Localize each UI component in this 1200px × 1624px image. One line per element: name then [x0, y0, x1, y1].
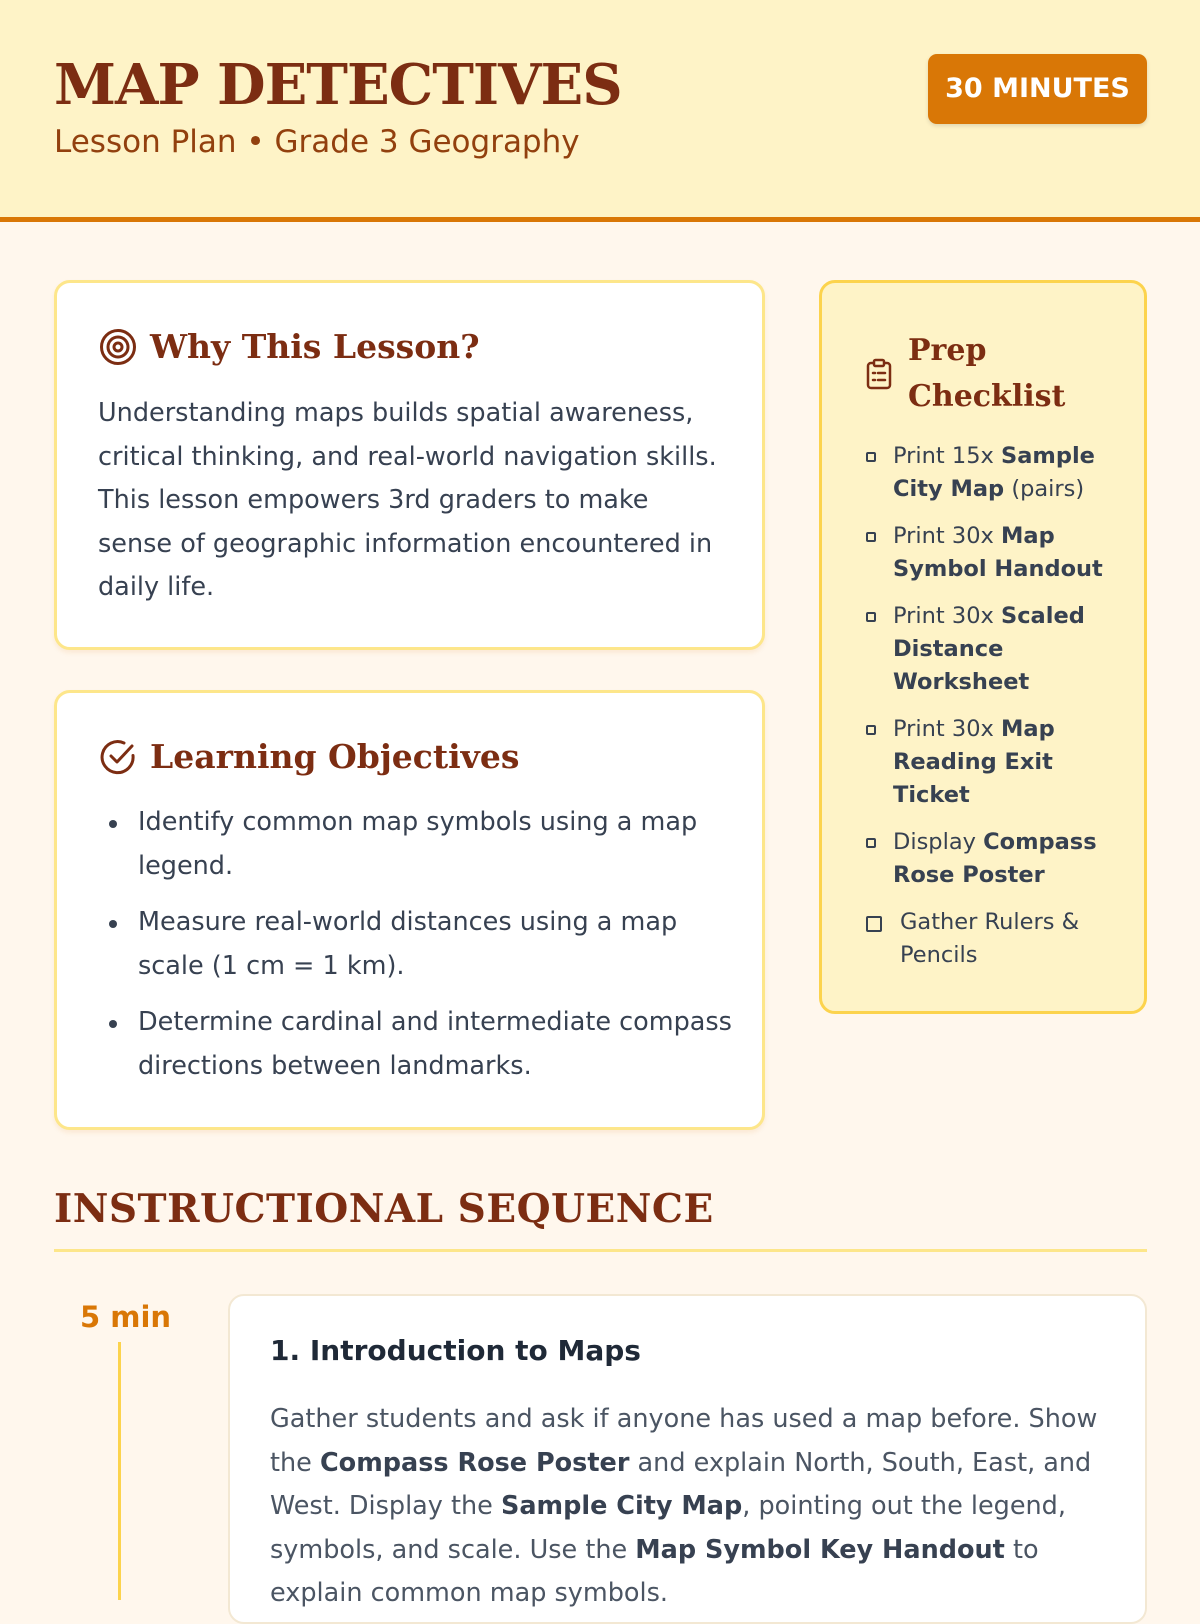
section-title: INSTRUCTIONAL SEQUENCE [54, 1186, 714, 1232]
checklist-item[interactable]: Print 15x Sample City Map (pairs) [866, 440, 1106, 506]
checklist-item[interactable]: Gather Rulers & Pencils [866, 906, 1106, 972]
page-title: MAP DETECTIVES [54, 52, 622, 118]
checkbox-icon[interactable] [866, 916, 882, 932]
checklist-item[interactable]: Print 30x Scaled Distance Worksheet [866, 600, 1106, 699]
step-description: Gather students and ask if anyone has used a map before. Show the Compass Rose Poster and explain North, South, East, and West. Display the Sample City Map, pointing out the legend, symbols, and scale. Use the Map Symbol Key Handout to explain common map symbols. [270, 1404, 1098, 1608]
list-item: Identify common map symbols using a map legend. [98, 801, 738, 888]
checklist-item[interactable]: Print 30x Map Symbol Handout [866, 520, 1106, 586]
clipboard-icon [866, 358, 892, 390]
page-header [0, 0, 1200, 222]
checkbox-icon[interactable] [866, 452, 876, 462]
step-title: 1. Introduction to Maps [270, 1334, 641, 1367]
why-lesson-title: Why This Lesson? [150, 327, 480, 366]
prep-checklist-title: Prep Checklist [908, 333, 1066, 414]
step-card [228, 1294, 1147, 1624]
prep-checklist-card [819, 280, 1147, 1014]
checklist-item[interactable]: Display Compass Rose Poster [866, 826, 1106, 892]
target-icon [99, 328, 137, 366]
step-time-label: 5 min [80, 1300, 172, 1334]
list-item: Determine cardinal and intermediate compass directions between landmarks. [98, 1001, 738, 1088]
objectives-card [54, 690, 765, 1130]
timeline-line [118, 1342, 121, 1600]
checklist-item[interactable]: Print 30x Map Reading Exit Ticket [866, 713, 1106, 812]
checkbox-icon[interactable] [866, 612, 876, 622]
check-circle-icon [99, 738, 137, 776]
why-lesson-body: Understanding maps builds spatial awareness, critical thinking, and real-world navigation skills. This lesson empowers 3rd graders to make sense of geographic information encountered in daily life. [98, 398, 717, 602]
page-subtitle: Lesson Plan • Grade 3 Geography [54, 124, 580, 160]
checkbox-icon[interactable] [866, 725, 876, 735]
objectives-title: Learning Objectives [150, 737, 520, 776]
why-lesson-card [54, 280, 765, 650]
objectives-list [98, 801, 738, 1101]
checkbox-icon[interactable] [866, 532, 876, 542]
list-item: Measure real-world distances using a map scale (1 cm = 1 km). [98, 901, 738, 988]
duration-badge: 30 MINUTES [928, 54, 1147, 124]
prep-checklist [866, 440, 1106, 986]
checkbox-icon[interactable] [866, 838, 876, 848]
section-divider [54, 1249, 1147, 1252]
